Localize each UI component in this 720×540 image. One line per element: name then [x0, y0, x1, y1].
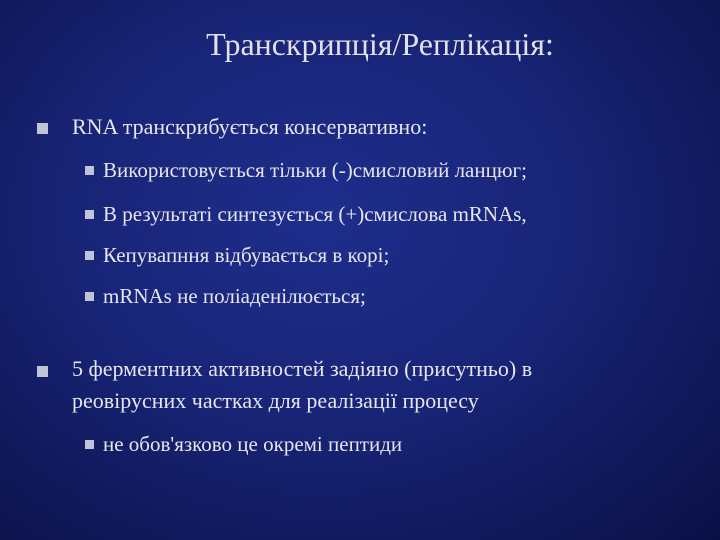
- sub-bullet-square-icon: [85, 292, 94, 301]
- sub-bullet-text: Кепувапння відбувається в корі;: [103, 243, 390, 267]
- sub-bullet-square-icon: [85, 210, 94, 219]
- sub-bullet-text: mRNAs не поліаденілюється;: [103, 284, 366, 308]
- slide-title: Транскрипція/Реплікація:: [206, 26, 554, 62]
- sub-bullet-square-icon: [85, 251, 94, 260]
- bullet-text-line2: реовірусних частках для реалізації процесу: [72, 388, 479, 413]
- sub-bullet-square-icon: [85, 166, 94, 175]
- bullet-square-icon: [37, 366, 48, 377]
- sub-bullet-text: Використовується тільки (-)смисловий ланцюг;: [103, 158, 527, 182]
- sub-bullet-text: В результаті синтезується (+)смислова mRNAs,: [103, 202, 527, 226]
- bullet-text-line1: 5 ферментних активностей задіяно (присутньо) в: [72, 356, 533, 381]
- bullet-square-icon: [37, 123, 48, 134]
- sub-bullet-square-icon: [85, 440, 94, 449]
- bullet-text: RNA транскрибується консервативно:: [72, 114, 428, 139]
- sub-bullet-text: не обов'язково це окремі пептиди: [103, 432, 403, 456]
